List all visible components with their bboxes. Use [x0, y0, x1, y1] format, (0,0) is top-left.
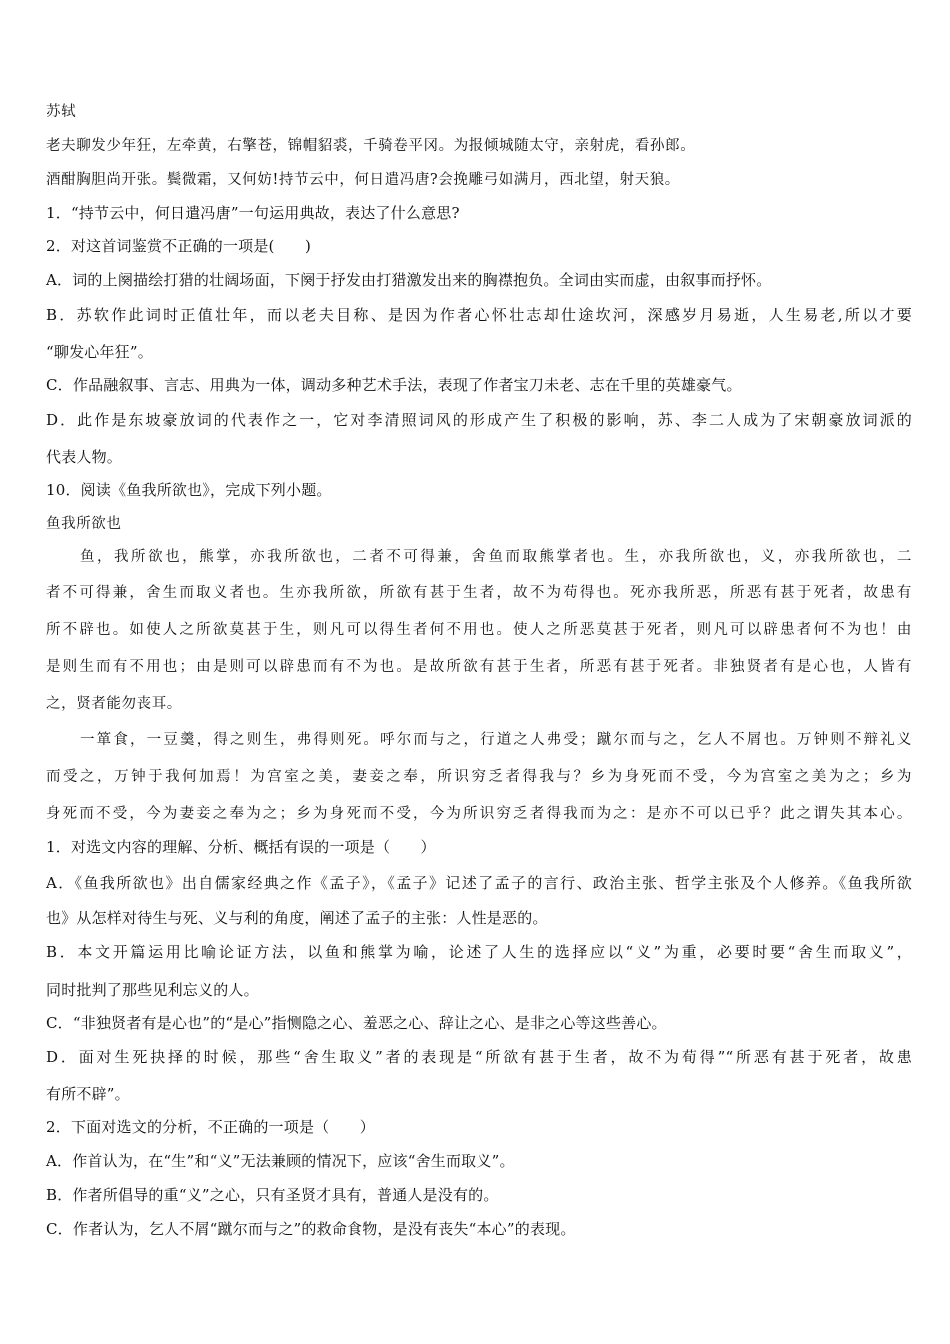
- sub1-option-b-line-2: 同时批判了那些见利忘义的人。: [46, 981, 259, 999]
- sub-question-1: 1．对选文内容的理解、分析、概括有误的一项是（ ）: [46, 838, 436, 856]
- sub1-option-a-line-1: A．《鱼我所欲也》出自儒家经典之作《孟子》，《孟子》记述了孟子的言行、政治主张、哲学主张及个人修养。《鱼我所欲: [46, 874, 912, 892]
- sub-question-2: 2．下面对选文的分析，不正确的一项是（ ）: [46, 1118, 375, 1136]
- sub2-option-a: A．作首认为，在“生”和“义”无法兼顾的情况下，应该“舍生而取义”。: [46, 1152, 515, 1170]
- sub1-option-c: C．“非独贤者有是心也”的“是心”指恻隐之心、羞恶之心、辞让之心、是非之心等这些善心。: [46, 1014, 667, 1032]
- option-b-line-1: B．苏软作此词时正值壮年，而以老夫目称、是因为作者心怀壮志却仕途坎河，深感岁月易逝，人生易老,所以才要: [46, 306, 912, 324]
- passage-p1-line: 是则生而有不用也；由是则可以辟患而有不为也。是故所欲有甚于生者，所恶有甚于死者。非独贤者有是心也，人皆有: [46, 659, 912, 675]
- passage-p1-line: 所不辟也。如使人之所欲莫甚于生，则凡可以得生者何不用也。使人之所恶莫甚于死者，则凡可以辟患者何不为也！由: [46, 622, 912, 638]
- question-9-2: 2．对这首词鉴赏不正确的一项是( ): [46, 237, 312, 255]
- sub1-option-a-line-2: 也》从怎样对待生与死、义与利的角度，阐述了孟子的主张：人性是恶的。: [46, 909, 548, 927]
- option-b-line-2: “聊发心年狂”。: [46, 343, 153, 361]
- passage-p1-line: 鱼，我所欲也，熊掌，亦我所欲也，二者不可得兼，舍鱼而取熊掌者也。生，亦我所欲也，义，亦我所欲也，二: [80, 549, 912, 565]
- passage-p2-line: 一箪食，一豆羹，得之则生，弗得则死。呼尔而与之，行道之人弗受；蹴尔而与之，乞人不屑也。万钟则不辩礼义: [80, 732, 912, 748]
- sub1-option-d-line-2: 有所不辟”。: [46, 1085, 130, 1103]
- poem-author: 苏轼: [46, 104, 77, 120]
- poem-line-1: 老夫聊发少年狂，左牵黄，右擎苍，锦帽貂裘，千骑卷平冈。为报倾城随太守，亲射虎，看孙郎。: [46, 138, 696, 154]
- sub1-option-b-line-1: B．本文开篇运用比喻论证方法，以鱼和熊掌为喻，论述了人生的选择应以“义”为重，必要时要“舍生而取义”，: [46, 943, 912, 961]
- sub2-option-b: B．作者所倡导的重“义”之心，只有圣贤才具有，普通人是没有的。: [46, 1186, 499, 1204]
- passage-title: 鱼我所欲也: [46, 516, 122, 532]
- passage-p1-line: 者不可得兼，舍生而取义者也。生亦我所欲，所欲有甚于生者，故不为苟得也。死亦我所恶，所恶有甚于死者，故患有: [46, 585, 912, 601]
- passage-p1-line: 之，贤者能勿丧耳。: [46, 696, 182, 712]
- option-a: A．词的上阕描绘打猎的壮阔场面，下阕于抒发由打猎激发出来的胸襟抱负。全词由实而虚，由叙事而抒怀。: [46, 271, 772, 289]
- sub2-option-c: C．作者认为，乞人不屑“蹴尔而与之”的救命食物，是没有丧失“本心”的表现。: [46, 1220, 576, 1238]
- question-10-heading: 10．阅读《鱼我所欲也》，完成下列小题。: [46, 481, 332, 499]
- question-9-1: 1．“持节云中，何日遣冯唐”一句运用典故，表达了什么意思?: [46, 204, 460, 222]
- passage-p2-line: 身死而不受，今为妻妾之奉为之；乡为身死而不受，今为所识穷乏者得我而为之：是亦不可以已乎？此之谓失其本心。: [46, 806, 912, 822]
- option-d-line-2: 代表人物。: [46, 448, 123, 466]
- sub1-option-d-line-1: D．面对生死抉择的时候，那些“舍生取义”者的表现是“所欲有甚于生者，故不为荀得”“所恶有甚于死者，故患: [46, 1048, 912, 1066]
- option-d-line-1: D．此作是东坡豪放词的代表作之一，它对李清照词风的形成产生了积极的影响，苏、李二人成为了宋朝豪放词派的: [46, 411, 912, 429]
- poem-line-2: 酒酣胸胆尚开张。鬓微霜，又何妨!持节云中，何日遣冯唐?会挽雕弓如满月，西北望，射天狼。: [46, 172, 680, 188]
- passage-p2-line: 而受之，万钟于我何加焉！为宫室之美，妻妾之奉，所识穷乏者得我与？乡为身死而不受，今为宫室之美为之；乡为: [46, 769, 912, 785]
- option-c: C．作品融叙事、言志、用典为一体，调动多种艺术手法，表现了作者宝刀未老、志在千里的英雄豪气。: [46, 376, 742, 394]
